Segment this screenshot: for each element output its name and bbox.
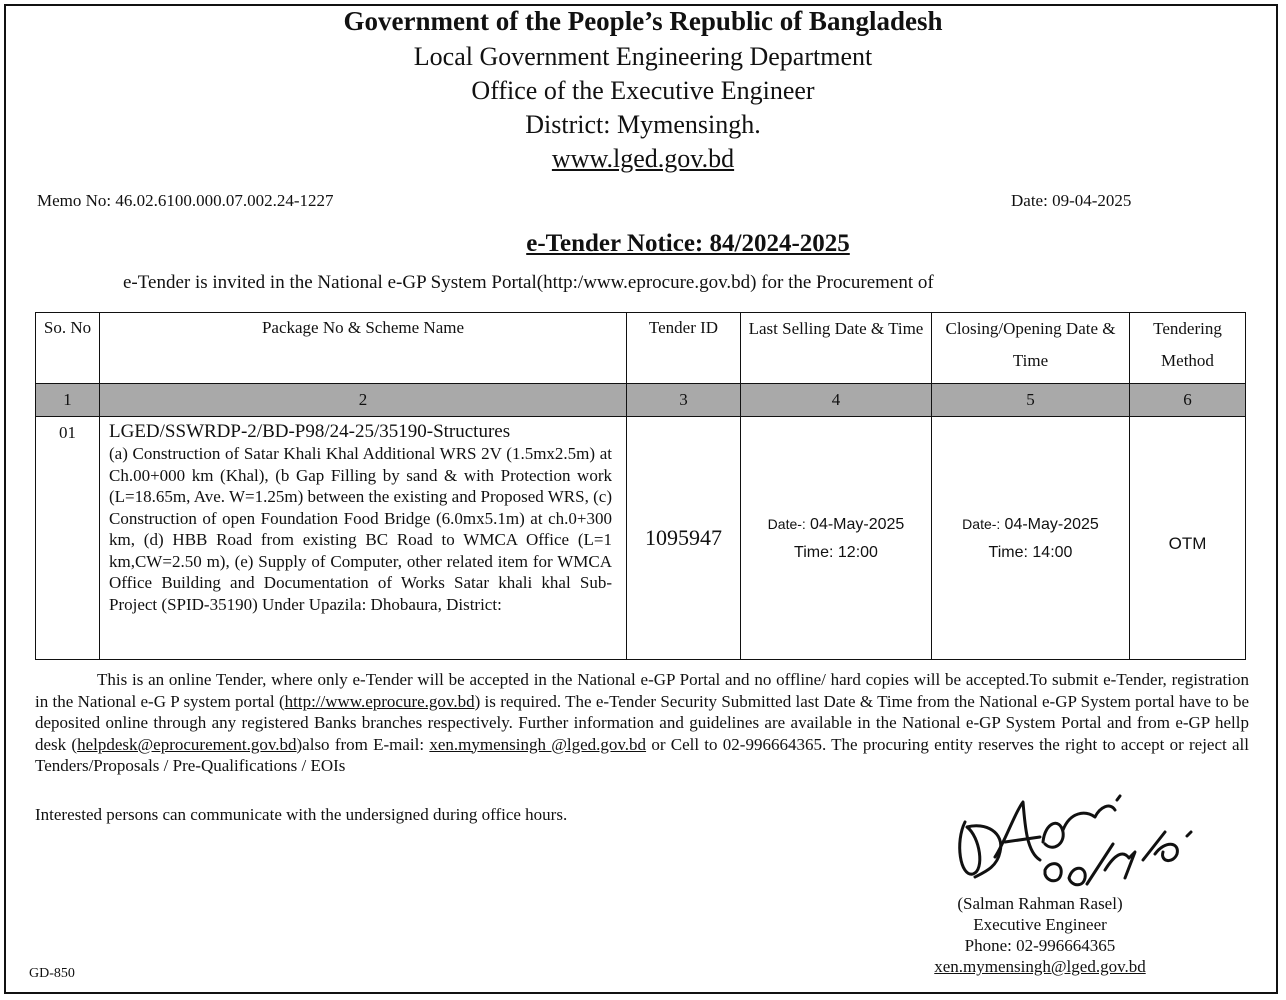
footer-code: GD-850 (29, 966, 75, 981)
closing-time: Time: 14:00 (988, 544, 1073, 561)
signatory-block (890, 893, 1190, 977)
notice-date: Date: 09-04-2025 (1011, 191, 1132, 210)
office-name: Office of the Executive Engineer (471, 76, 815, 105)
closing-cell (932, 417, 1130, 660)
tender-table (35, 312, 1246, 660)
handwritten-signature (945, 782, 1205, 892)
last-selling-time: Time: 12:00 (794, 544, 878, 561)
last-selling-date: 04-May-2025 (810, 516, 905, 533)
closing-date: 04-May-2025 (1004, 516, 1099, 533)
signatory-phone: Phone: 02-996664365 (964, 936, 1116, 955)
header-package: Package No & Scheme Name (100, 313, 627, 384)
column-number-row (36, 384, 1246, 417)
intro-text: e-Tender is invited in the National e-GP System Portal(http:/www.eprocure.gov.bd) for the Procurement of (123, 272, 934, 293)
row-sno: 01 (36, 417, 100, 660)
col-number: 6 (1130, 384, 1246, 417)
header-method: Tendering Method (1130, 313, 1246, 384)
helpdesk-email-link[interactable]: helpdesk@eprocurement.gov.bd (77, 734, 297, 754)
signatory-name: (Salman Rahman Rasel) (957, 894, 1123, 913)
header-tender-id: Tender ID (627, 313, 741, 384)
last-selling-cell (741, 417, 932, 660)
closing-date-label: Date-: (962, 516, 1001, 532)
signatory-designation: Executive Engineer (973, 915, 1107, 934)
instructions-text-2: ) is required. The e-Tender Security Submitted last Date & Time from the National e-GP System portal have to be deposited online through any registered Banks branches respectively. Further information and guidelines are available in the National e-GP System Portal and from e-GP hellp desk ( (35, 691, 1249, 754)
memo-number: Memo No: 46.02.6100.000.07.002.24-1227 (37, 191, 334, 210)
instructions-text-1: This is an online Tender, where only e-Tender will be accepted in the National e-GP Portal and no offline/ hard copies will be accepted.To submit e-Tender, registration in the National e-G P system portal ( (35, 670, 1249, 711)
scheme-description: (a) Construction of Satar Khali Khal Additional WRS 2V (1.5mx2.5m) at Ch.00+000 km (Khal), (b Gap Filling by sand & with Protection work (L=18.65m, Ave. W=1.25m) between the existing and Proposed WRS, (c) Construction of open Foundation Food Bridge (6.0mx5.1m) at ch.0+300 km, (d) HBB Road from existing BC Road to WMCA Office (L=1 km,CW=2.50 m), (e) Supply of Computer, other related item for WMCA Office Building and Documentation of Works Satar khali khal Sub-Project (SPID-35190) Under Upazila: Dhobaura, District: (109, 444, 612, 614)
package-number: LGED/SSWRDP-2/BD-P98/24-25/35190-Structures (109, 421, 511, 442)
instructions-paragraph (35, 669, 1249, 777)
col-number: 1 (36, 384, 100, 417)
instructions-text-3: )also from E-mail: (296, 734, 430, 754)
signatory-email[interactable]: xen.mymensingh@lged.gov.bd (934, 957, 1146, 976)
header-closing: Closing/Opening Date & Time (932, 313, 1130, 384)
tendering-method: OTM (1130, 417, 1246, 660)
contact-note: Interested persons can communicate with the undersigned during office hours. (35, 805, 568, 824)
instructions-text-4: or Cell to 02-996664365. The procuring entity reserves the right to accept or reject all Tenders/Proposals / Pre-Qualifications / EOIs (35, 734, 1249, 775)
col-number: 2 (100, 384, 627, 417)
notice-title: e-Tender Notice: 84/2024-2025 (526, 230, 850, 257)
col-number: 3 (627, 384, 741, 417)
col-number: 4 (741, 384, 932, 417)
govt-title: Government of the People’s Republic of Bangladesh (343, 6, 943, 36)
last-selling-date-label: Date-: (767, 516, 806, 532)
tender-id: 1095947 (627, 417, 741, 660)
table-row (36, 417, 1246, 660)
package-cell (100, 417, 627, 660)
district-name: District: Mymensingh. (525, 110, 761, 139)
col-number: 5 (932, 384, 1130, 417)
header-sno: So. No (36, 313, 100, 384)
eprocure-link[interactable]: http://www.eprocure.gov.bd (284, 691, 475, 711)
table-header-row (36, 313, 1246, 384)
department-name: Local Government Engineering Department (413, 42, 873, 71)
office-email-link[interactable]: xen.mymensingh @lged.gov.bd (429, 734, 647, 754)
website-link[interactable]: www.lged.gov.bd (551, 144, 735, 173)
header-last-selling: Last Selling Date & Time (741, 313, 932, 384)
